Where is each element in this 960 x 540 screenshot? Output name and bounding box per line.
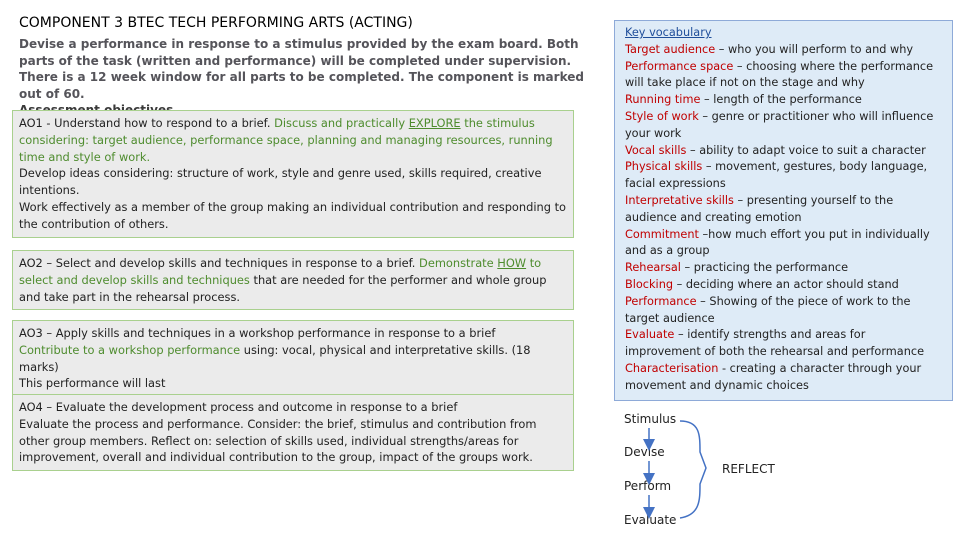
ao2-green-a: Demonstrate xyxy=(419,256,494,270)
vocab-term: Performance space xyxy=(625,59,734,73)
ao3-green: Contribute to a workshop performance xyxy=(19,342,241,357)
vocab-definition: – choosing where the performance will take place if not on the stage and why xyxy=(625,59,934,90)
vocab-definition: – deciding where an actor should stand xyxy=(673,277,899,291)
flow-reflect: REFLECT xyxy=(722,462,775,476)
vocab-definition: –how much effort you put in individually and as a group xyxy=(625,227,930,258)
reflect-bracket xyxy=(680,421,706,518)
vocab-term: Blocking xyxy=(625,277,674,291)
vocab-definition: – presenting yourself to the audience and creating emotion xyxy=(625,193,894,224)
ao2-rest: that are needed for the performer and whole group and take part in the rehearsal process. xyxy=(19,272,547,304)
ao1-develop: Develop ideas considering: structure of work, style and genre used, skills required, creative intentions. xyxy=(19,166,542,198)
ao3-rest: using: vocal, physical and interpretative skills. (18 marks) xyxy=(19,342,531,374)
flow-devise: Devise xyxy=(624,445,665,459)
ao3-lead: AO3 – Apply skills and techniques in a workshop performance in response to a brief xyxy=(19,326,496,340)
vocab-term: Style of work xyxy=(625,109,699,123)
vocab-definition: – genre or practitioner who will influence your work xyxy=(625,109,934,140)
key-vocabulary-heading: Key vocabulary xyxy=(625,26,712,39)
ao3-last: This performance will last xyxy=(19,376,166,391)
vocab-term: Rehearsal xyxy=(625,261,681,275)
flow-evaluate: Evaluate xyxy=(624,513,677,527)
ao1-explore: EXPLORE xyxy=(408,116,461,130)
flow-perform: Perform xyxy=(624,479,672,493)
vocab-term: Vocal skills xyxy=(625,143,687,157)
vocab-term: Commitment xyxy=(625,227,699,241)
ao2-green-c: to select and develop skills and techniques xyxy=(19,256,542,287)
vocab-definition: – who you will perform to and why xyxy=(715,42,914,56)
vocab-definition: – identify strengths and areas for improvement of both the rehearsal and performance xyxy=(625,328,925,359)
vocab-term: Characterisation xyxy=(625,361,719,375)
ao1-rest: considering: target audience, performance space, planning and managing resources, running time and style of work. xyxy=(19,132,553,164)
vocab-definition: – ability to adapt voice to suit a character xyxy=(686,143,926,157)
vocab-term: Evaluate xyxy=(625,328,675,342)
vocab-definition: – movement, gestures, body language, facial expressions xyxy=(625,160,928,191)
flow-stimulus: Stimulus xyxy=(624,412,677,426)
page-title: COMPONENT 3 BTEC TECH PERFORMING ARTS (ACTING) xyxy=(19,15,413,31)
ao4-body: Evaluate the process and performance. Consider: the brief, stimulus and contribution from other group members. Reflect on: selection of skills used, individual strengths/areas for improvement, overall and individual contribution to the group, impact of the groups work. xyxy=(19,416,537,465)
vocab-definition: – Showing of the piece of work to the target audience xyxy=(625,294,911,325)
ao4-lead: AO4 – Evaluate the development process and outcome in response to a brief xyxy=(19,400,458,414)
vocab-definition: – practicing the performance xyxy=(680,261,849,275)
vocab-term: Running time xyxy=(625,93,701,107)
intro-text: Devise a performance in response to a stimulus provided by the exam board. Both parts of the task (written and performance) will be completed under supervision. There is a 12 week window for all parts to be completed. The component is marked out of 60. xyxy=(19,37,584,101)
vocab-term: Physical skills xyxy=(625,160,703,174)
ao1-green-a: Discuss and practically xyxy=(274,116,406,130)
ao1-work: Work effectively as a member of the group making an individual contribution and responding to the contribution of others. xyxy=(19,199,567,231)
vocab-term: Performance xyxy=(625,294,697,308)
vocab-definition: - creating a character through your movement and dynamic choices xyxy=(625,361,922,392)
ao1-green-c: the stimulus xyxy=(464,116,535,130)
vocab-term: Interpretative skills xyxy=(625,193,734,207)
vocab-definition: – length of the performance xyxy=(700,93,862,107)
ao2-how: HOW xyxy=(497,256,527,270)
vocab-term: Target audience xyxy=(625,42,716,56)
ao2-lead: AO2 – Select and develop skills and techniques in response to a brief. xyxy=(19,256,416,270)
ao1-lead: AO1 - Understand how to respond to a brief. xyxy=(19,116,271,130)
